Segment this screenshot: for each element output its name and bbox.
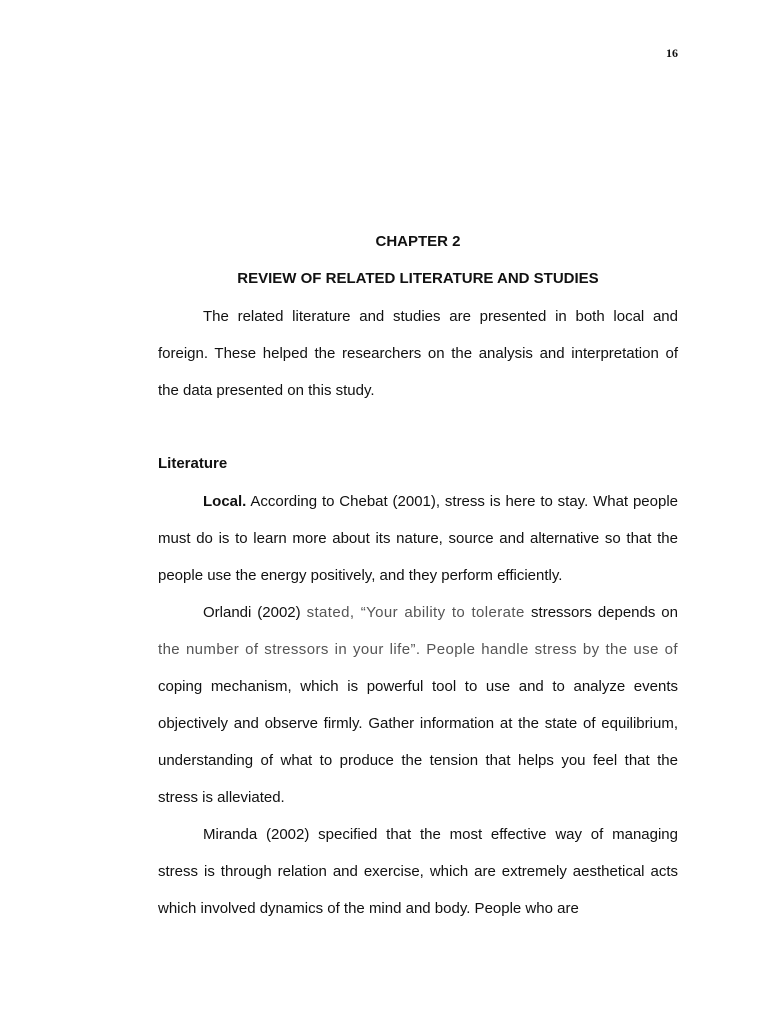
orlandi-quote-2: the number of stressors in your life”. People handle stress by the use of [158,641,678,658]
chapter-title: REVIEW OF RELATED LITERATURE AND STUDIES [237,270,599,287]
miranda-paragraph: Miranda (2002) specified that the most effective way of managing stress is through relation and exercise, which are extremely aesthetical acts which involved dynamics of the mind and body. People who are [158,826,678,917]
chapter-label: CHAPTER 2 [375,233,461,250]
literature-heading: Literature [158,455,228,472]
page-number: 16 [666,46,678,60]
local-paragraph [158,483,678,594]
orlandi-paragraph [158,594,678,816]
orlandi-text-1: Orlandi (2002) [203,604,307,621]
literature-section [158,483,678,927]
orlandi-text-2: stressors depends on [531,604,678,621]
intro-paragraph: The related literature and studies are presented in both local and foreign. These helped the researchers on the analysis and interpretation of the data presented on this study. [158,308,678,399]
local-lead-in: Local. [203,493,247,510]
intro-section [158,298,678,409]
local-paragraph-text: According to Chebat (2001), stress is here to stay. What people must do is to learn more about its nature, source and alternative so that the people use the energy positively, and they perform efficiently. [158,493,678,584]
orlandi-text-3: coping mechanism, which is powerful tool to use and to analyze events objectively and observe firmly. Gather information at the state of equilibrium, understanding of what to produce the tension that helps you feel that the stress is alleviated. [158,678,678,806]
orlandi-quote-1: stated, “Your ability to tolerate [306,604,532,621]
